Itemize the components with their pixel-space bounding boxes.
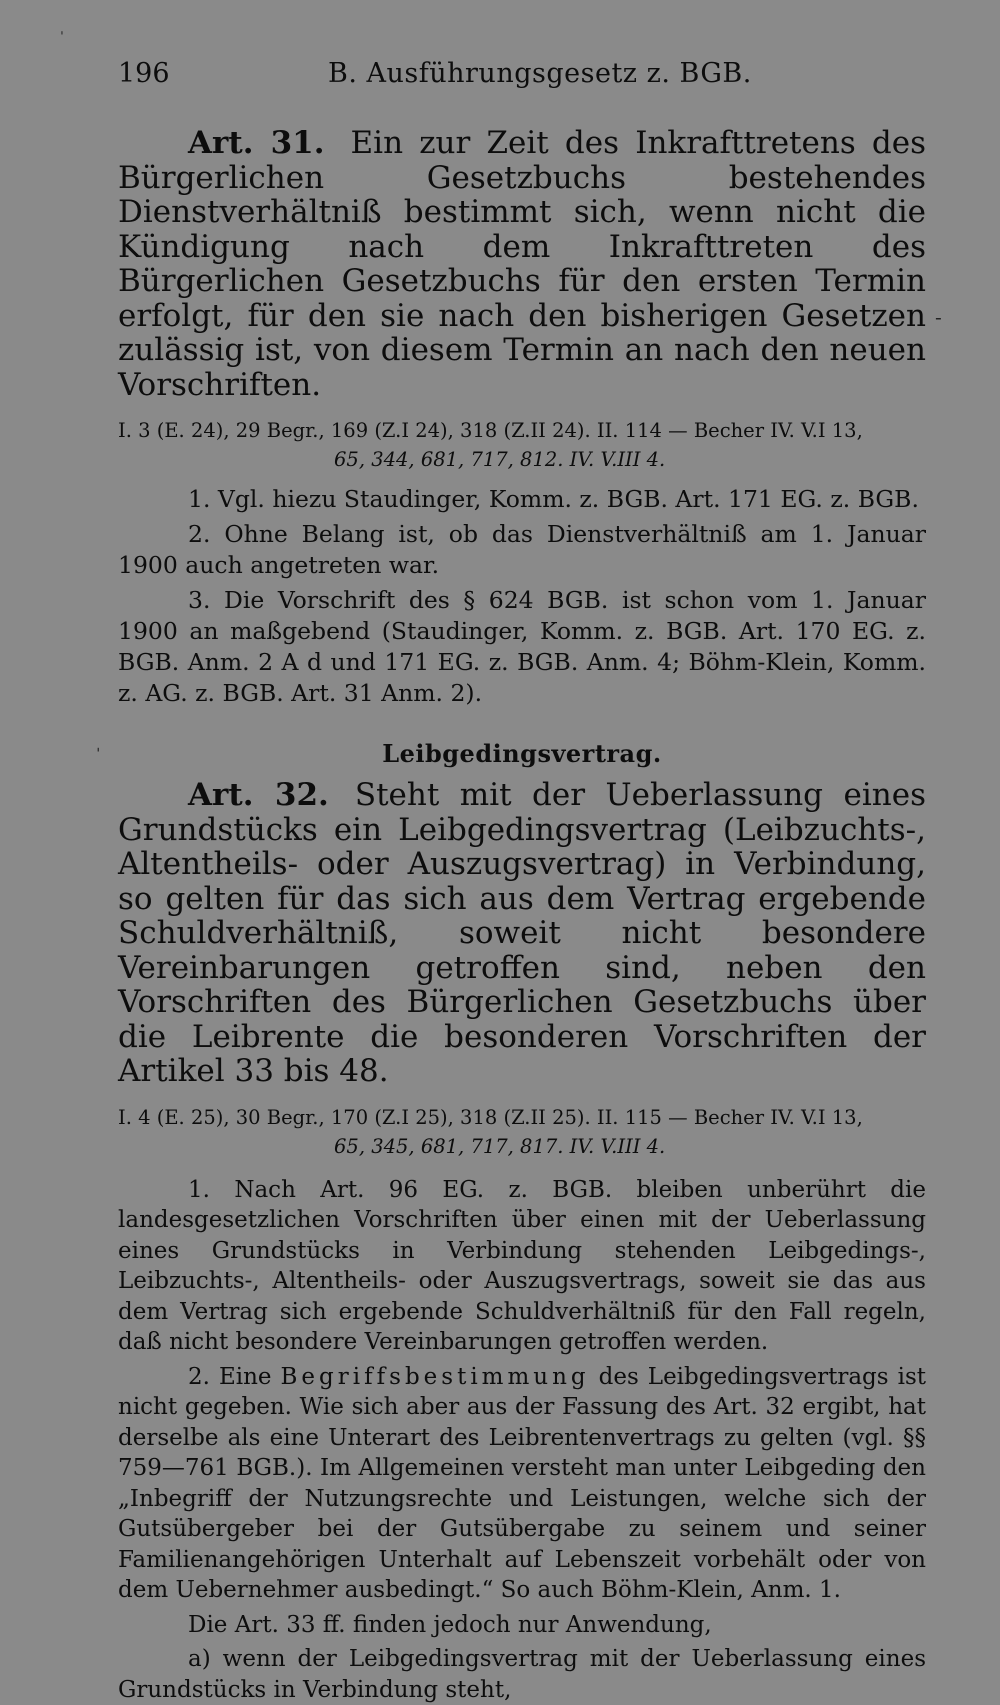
article-32-label: Art. 32. bbox=[188, 777, 329, 813]
page-content bbox=[118, 58, 926, 1705]
note-text: Eine bbox=[219, 1364, 272, 1390]
article-31 bbox=[118, 126, 926, 402]
article-31-label: Art. 31. bbox=[188, 125, 325, 161]
article-32-notes bbox=[118, 1175, 926, 1705]
note-number: 2. bbox=[118, 520, 210, 548]
note-item bbox=[118, 484, 926, 515]
article-32-refs-line2: 65, 345, 681, 717, 817. IV. V.III 4. bbox=[118, 1132, 926, 1161]
section-heading: Leibgedingsvertrag. bbox=[118, 739, 926, 768]
article-32 bbox=[118, 778, 926, 1089]
article-32-refs-line1: I. 4 (E. 25), 30 Begr., 170 (Z.I 25), 318 (Z.II 25). II. 115 — Becher IV. V.I 13, bbox=[118, 1103, 926, 1132]
scan-speck: ˈ bbox=[96, 745, 100, 764]
article-31-notes bbox=[118, 484, 926, 709]
note-item bbox=[118, 1175, 926, 1358]
scan-speck: - bbox=[935, 305, 942, 329]
article-31-references bbox=[118, 416, 926, 474]
note-item bbox=[118, 1644, 926, 1705]
article-32-references bbox=[118, 1103, 926, 1161]
note-item bbox=[118, 585, 926, 709]
article-31-refs-line1: I. 3 (E. 24), 29 Begr., 169 (Z.I 24), 318 (Z.II 24). II. 114 — Becher IV. V.I 13, bbox=[118, 416, 926, 445]
note-item bbox=[118, 1610, 926, 1641]
article-32-text: Steht mit der Ueberlassung eines Grundstücks ein Leibgedingsvertrag (Leibzuchts-, Altentheils- oder Auszugsvertrag) in Verbindung, so gelten für das sich aus dem Vertrag ergebende Schuldverhältniß, soweit nicht besondere Vereinbarungen getroffen sind, neben den Vorschriften des Bürgerlichen Gesetzbuchs über die Leibrente die besonderen Vorschriften der Artikel 33 bis 48. bbox=[118, 777, 926, 1089]
note-item bbox=[118, 519, 926, 581]
note-item bbox=[118, 1362, 926, 1606]
running-title: B. Ausführungsgesetz z. BGB. bbox=[328, 58, 752, 89]
page-header bbox=[118, 58, 926, 104]
article-31-text: Ein zur Zeit des Inkrafttretens des Bürgerlichen Gesetzbuchs bestehendes Dienstverhältniß bestimmt sich, wenn nicht die Kündigung nach dem Inkrafttreten des Bürgerlichen Gesetzbuchs für den ersten Termin erfolgt, für den sie nach den bisherigen Gesetzen zulässig ist, von diesem Termin an nach den neuen Vorschriften. bbox=[118, 125, 926, 403]
note-text: Vgl. hiezu Staudinger, Komm. z. BGB. Art. 171 EG. z. BGB. bbox=[218, 485, 919, 513]
page-number: 196 bbox=[118, 58, 328, 89]
note-text: Die Vorschrift des § 624 BGB. ist schon vom 1. Januar 1900 an maßgebend (Staudinger, Komm. z. BGB. Art. 170 EG. z. BGB. Anm. 2 A d und 171 EG. z. BGB. Anm. 4; Böhm-Klein, Komm. z. AG. z. BGB. Art. 31 Anm. 2). bbox=[118, 586, 926, 707]
note-text: Nach Art. 96 EG. z. BGB. bleiben unberührt die landesgesetzlichen Vorschriften über einen mit der Ueberlassung eines Grundstücks in Verbindung stehenden Leibgedings-, Leibzuchts-, Altentheils- oder Auszugsvertrags, soweit sie das aus dem Vertrag sich ergebende Schuldverhältniß für den Fall regeln, daß nicht besondere Vereinbarungen getroffen werden. bbox=[118, 1177, 926, 1356]
note-text: Ohne Belang ist, ob das Dienstverhältniß am 1. Januar 1900 auch angetreten war. bbox=[118, 520, 926, 579]
scan-speck: ˈ bbox=[60, 30, 64, 46]
note-text: a) wenn der Leibgedingsvertrag mit der Ueberlassung eines Grundstücks in Verbindung steht, bbox=[118, 1646, 926, 1703]
note-text: Die Art. 33 ff. finden jedoch nur Anwendung, bbox=[188, 1612, 712, 1638]
note-number: 3. bbox=[118, 586, 210, 614]
note-number: 1. bbox=[118, 1177, 210, 1203]
note-number: 1. bbox=[118, 485, 210, 513]
note-emphasis: Begriffsbestimmung bbox=[281, 1364, 590, 1390]
note-number: 2. bbox=[118, 1364, 210, 1390]
note-text: des Leibgedingsvertrags ist nicht gegeben. Wie sich aber aus der Fassung des Art. 32 ergibt, hat derselbe als eine Unterart des Leibrentenvertrags zu gelten (vgl. §§ 759—761 BGB.). Im Allgemeinen versteht man unter Leibgeding den „Inbegriff der Nutzungsrechte und Leistungen, welche sich der Gutsübergeber bei der Gutsübergabe zu seinem und seiner Familienangehörigen Unterhalt auf Lebenszeit vorbehält oder von dem Uebernehmer ausbedingt.“ So auch Böhm-Klein, Anm. 1. bbox=[118, 1364, 926, 1604]
article-31-refs-line2: 65, 344, 681, 717, 812. IV. V.III 4. bbox=[118, 445, 926, 474]
